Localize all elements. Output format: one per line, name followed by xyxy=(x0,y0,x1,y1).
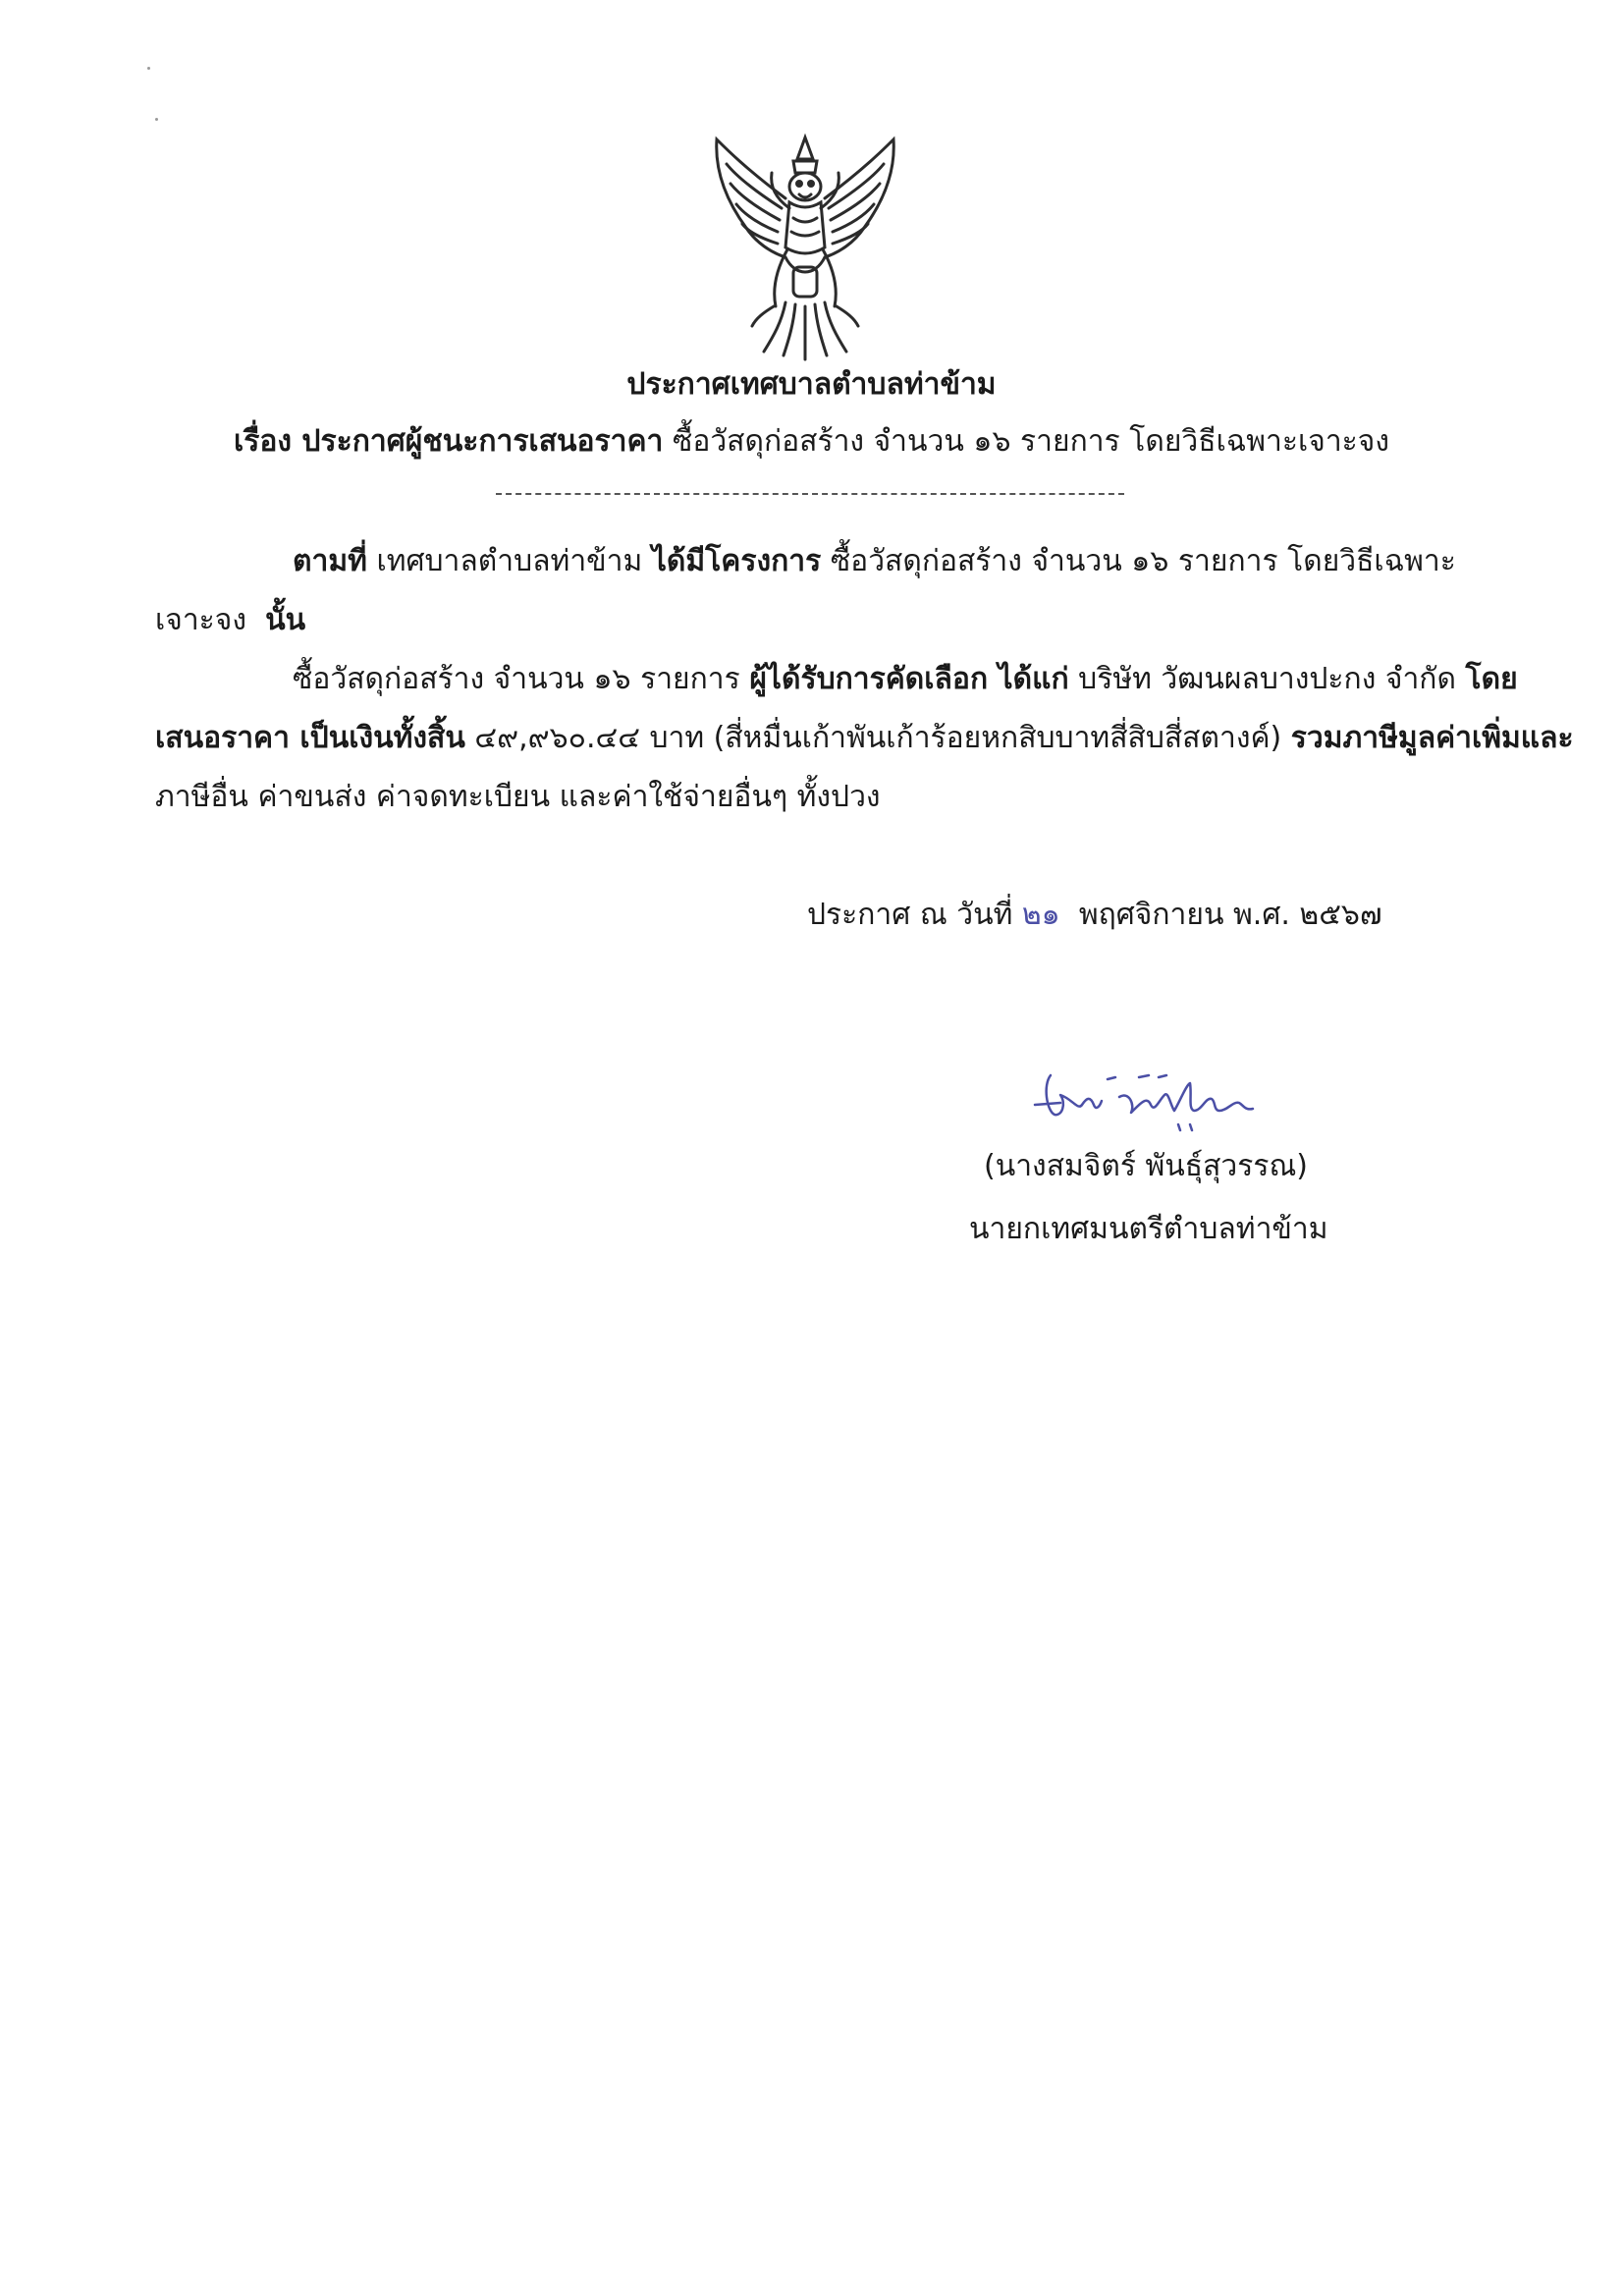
announce-day: ๒๑ xyxy=(1021,898,1060,932)
para1-has-project: ได้มีโครงการ xyxy=(651,544,822,578)
subject-text: ซื้อวัสดุก่อสร้าง จำนวน ๑๖ รายการ โดยวิธีเฉพาะเจาะจง xyxy=(672,424,1390,459)
para2-tax-label: รวมภาษีมูลค่าเพิ่มและ xyxy=(1290,721,1574,755)
signatory-name: (นางสมจิตร์ พันธุ์สุวรรณ) xyxy=(984,1149,1309,1183)
dashed-divider xyxy=(496,493,1124,495)
scan-speck xyxy=(147,67,150,70)
office-title: ประกาศเทศบาลตำบลท่าข้าม xyxy=(626,367,997,402)
subject-label: เรื่อง ประกาศผู้ชนะการเสนอราคา xyxy=(233,424,664,459)
signatory-position: นายกเทศมนตรีตำบลท่าข้าม xyxy=(969,1212,1328,1246)
scan-speck xyxy=(155,118,158,121)
para1-agency: เทศบาลตำบลท่าข้าม xyxy=(376,544,643,578)
para2-winner: บริษัท วัฒนผลบางปะกง จำกัด xyxy=(1078,662,1456,696)
announce-prefix: ประกาศ ณ วันที่ xyxy=(807,898,1013,932)
para2-line3 xyxy=(155,778,881,817)
announce-month-year: พฤศจิกายน พ.ศ. ๒๕๖๗ xyxy=(1078,898,1382,932)
garuda-emblem-icon xyxy=(687,130,923,365)
para2-line1 xyxy=(293,660,1518,699)
para1-line1 xyxy=(293,542,1456,581)
para2-amount: ๔๙,๙๖๐.๔๔ บาท xyxy=(474,721,705,755)
para2-amount-words: (สี่หมื่นเก้าพันเก้าร้อยหกสิบบาทสี่สิบสี่สตางค์) xyxy=(713,721,1282,755)
para1-ending: นั้น xyxy=(265,603,306,637)
para2-offer-label: เสนอราคา เป็นเงินทั้งสิ้น xyxy=(155,721,465,755)
announce-date xyxy=(807,896,1382,935)
para1-project-cont: เจาะจง xyxy=(155,603,247,637)
para2-winner-label: ผู้ได้รับการคัดเลือก ได้แก่ xyxy=(749,662,1069,696)
para2-costs: ภาษีอื่น ค่าขนส่ง ค่าจดทะเบียน และค่าใช้จ่ายอื่นๆ ทั้งปวง xyxy=(155,780,881,814)
para1-line2 xyxy=(155,601,305,640)
para1-lead: ตามที่ xyxy=(293,544,367,578)
para2-by: โดย xyxy=(1465,662,1518,696)
subject-line xyxy=(0,422,1623,462)
para2-item: ซื้อวัสดุก่อสร้าง จำนวน ๑๖ รายการ xyxy=(293,662,740,696)
para1-project: ซื้อวัสดุก่อสร้าง จำนวน ๑๖ รายการ โดยวิธีเฉพาะ xyxy=(830,544,1456,578)
handwritten-signature xyxy=(1021,1056,1276,1144)
para2-line2 xyxy=(155,719,1574,758)
